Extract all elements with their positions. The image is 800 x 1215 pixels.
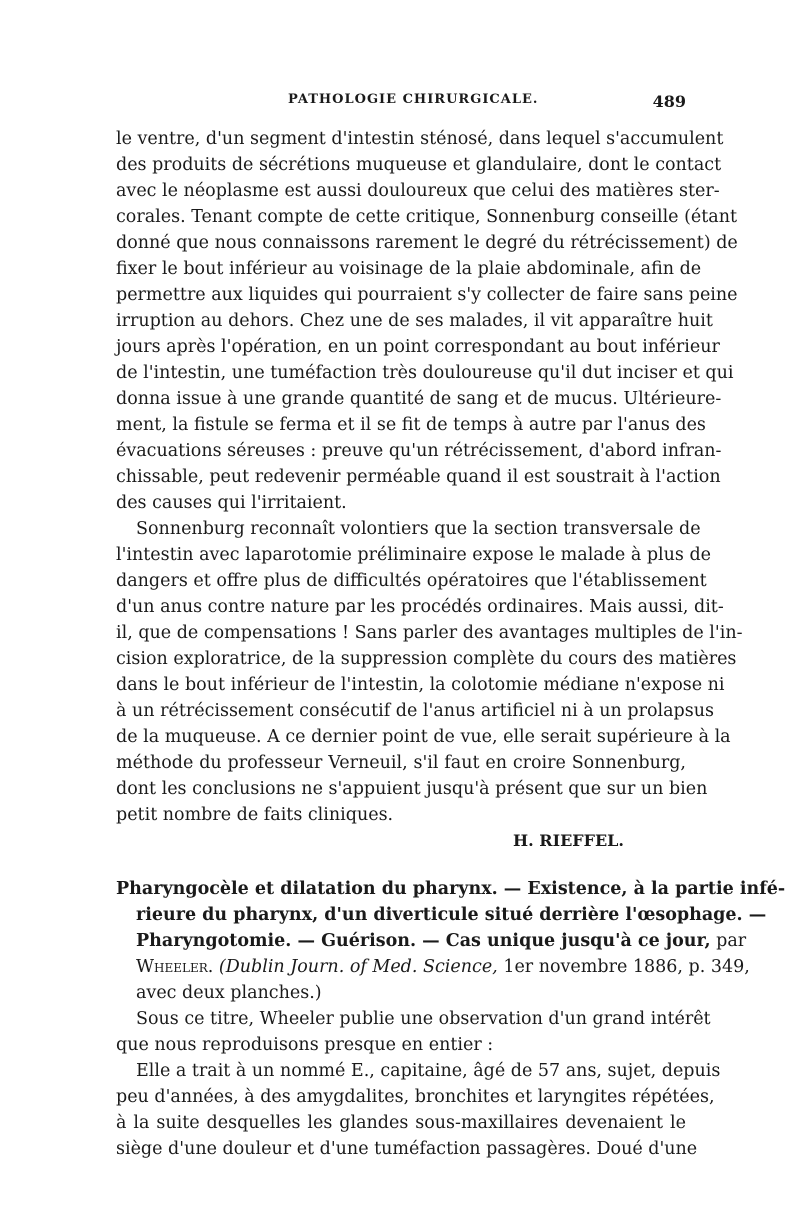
paragraph1-line: le ventre, d'un segment d'intestin sténosé, dans lequel s'accumulent xyxy=(116,129,724,149)
paragraph4-line: siège d'une douleur et d'une tuméfaction passagères. Doué d'une xyxy=(116,1139,698,1159)
citation-journal: (Dublin Journ. of Med. Science, xyxy=(218,957,498,977)
citation-date: 1er novembre 1886, p. 349, xyxy=(497,957,750,977)
author-signature: H. RIEFFEL. xyxy=(513,831,624,850)
paragraph1-line: corales. Tenant compte de cette critique, Sonnenburg conseille (étant xyxy=(116,207,738,227)
running-head xyxy=(116,92,686,116)
paragraph2-line: dangers et offre plus de difficultés opératoires que l'établissement xyxy=(116,571,707,591)
article-title-line xyxy=(136,928,747,954)
article-title-text: Pharyngotomie. — Guérison. — Cas unique jusqu'à ce jour, xyxy=(136,931,711,951)
paragraph2-line: de la muqueuse. A ce dernier point de vue, elle serait supérieure à la xyxy=(116,727,731,747)
paragraph1-line: évacuations séreuses : preuve qu'un rétrécissement, d'abord infran- xyxy=(116,441,722,461)
page-number: 489 xyxy=(652,92,686,111)
paragraph1-line: chissable, peut redevenir perméable quand il est soustrait à l'action xyxy=(116,467,721,487)
paragraph4-line: peu d'années, à des amygdalites, bronchites et laryngites répétées, xyxy=(116,1087,715,1107)
paragraph2-line: cision exploratrice, de la suppression complète du cours des matières xyxy=(116,649,737,669)
paragraph1-line: donné que nous connaissons rarement le degré du rétrécissement) de xyxy=(116,233,738,253)
paragraph1-line: jours après l'opération, en un point correspondant au bout inférieur xyxy=(116,337,720,357)
paragraph2-line: Sonnenburg reconnaît volontiers que la section transversale de xyxy=(136,519,701,539)
paragraph3-line: Sous ce titre, Wheeler publie une observation d'un grand intérêt xyxy=(136,1009,711,1029)
paragraph1-line: irruption au dehors. Chez une de ses malades, il vit apparaître huit xyxy=(116,311,713,331)
paragraph4-line: à la suite desquelles les glandes sous-maxillaires devenaient le xyxy=(116,1113,686,1133)
article-title-par: par xyxy=(710,931,747,951)
paragraph1-line: ment, la fistule se ferma et il se fit de temps à autre par l'anus des xyxy=(116,415,706,435)
citation-author: Wheeler. xyxy=(136,957,214,977)
paragraph4-line: Elle a trait à un nommé E., capitaine, âgé de 57 ans, sujet, depuis xyxy=(136,1061,721,1081)
paragraph1-line: de l'intestin, une tuméfaction très douloureuse qu'il dut inciser et qui xyxy=(116,363,734,383)
paragraph2-line: à un rétrécissement consécutif de l'anus artificiel ni à un prolapsus xyxy=(116,701,714,721)
paragraph2-line: méthode du professeur Verneuil, s'il faut en croire Sonnenburg, xyxy=(116,753,686,773)
paragraph2-line: il, que de compensations ! Sans parler des avantages multiples de l'in- xyxy=(116,623,743,643)
paragraph1-line: donna issue à une grande quantité de sang et de mucus. Ultérieure- xyxy=(116,389,722,409)
citation-line xyxy=(136,954,750,980)
article-title-line: Pharyngocèle et dilatation du pharynx. — Existence, à la partie infé- xyxy=(116,879,786,899)
paragraph2-line: d'un anus contre nature par les procédés ordinaires. Mais aussi, dit- xyxy=(116,597,724,617)
running-head-title: PATHOLOGIE CHIRURGICALE. xyxy=(288,92,539,107)
paragraph2-line: dans le bout inférieur de l'intestin, la colotomie médiane n'expose ni xyxy=(116,675,725,695)
paragraph1-line: fixer le bout inférieur au voisinage de la plaie abdominale, afin de xyxy=(116,259,702,279)
citation-line: avec deux planches.) xyxy=(136,983,322,1003)
paragraph2-line: dont les conclusions ne s'appuient jusqu'à présent que sur un bien xyxy=(116,779,708,799)
paragraph2-line: l'intestin avec laparotomie préliminaire expose le malade à plus de xyxy=(116,545,712,565)
paragraph3-line: que nous reproduisons presque en entier : xyxy=(116,1035,494,1055)
paragraph2-line: petit nombre de faits cliniques. xyxy=(116,805,394,825)
article-title-line: rieure du pharynx, d'un diverticule situé derrière l'œsophage. — xyxy=(136,905,767,925)
paragraph1-line: permettre aux liquides qui pourraient s'y collecter de faire sans peine xyxy=(116,285,738,305)
paragraph1-line: avec le néoplasme est aussi douloureux que celui des matières ster- xyxy=(116,181,720,201)
paragraph1-line: des produits de sécrétions muqueuse et glandulaire, dont le contact xyxy=(116,155,722,175)
paragraph1-line: des causes qui l'irritaient. xyxy=(116,493,347,513)
